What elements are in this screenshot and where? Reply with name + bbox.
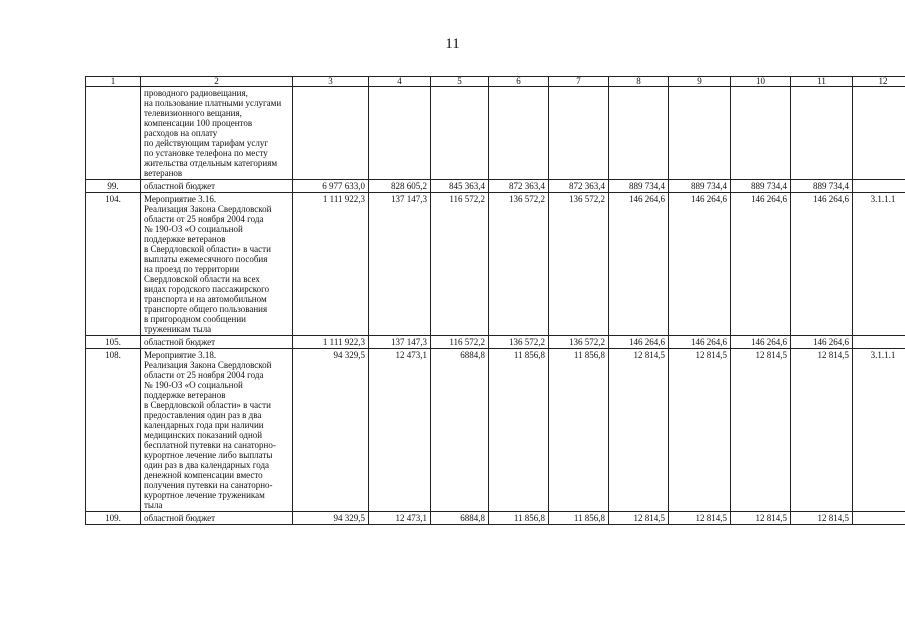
description-line: областной бюджет bbox=[144, 181, 216, 191]
description-line: компенсации 100 процентов bbox=[144, 118, 253, 128]
description-line: в пригородном сообщении bbox=[144, 314, 246, 324]
value-cell bbox=[293, 87, 369, 180]
value-cell: 1 111 922,3 bbox=[293, 193, 369, 336]
column-header: 4 bbox=[369, 77, 431, 87]
description-line: областной бюджет bbox=[144, 337, 216, 347]
value-cell: 12 473,1 bbox=[369, 349, 431, 512]
row-description bbox=[141, 349, 293, 512]
description-line: на проезд по территории bbox=[144, 264, 240, 274]
value-cell: 146 264,6 bbox=[791, 193, 853, 336]
value-cell: 12 814,5 bbox=[609, 349, 669, 512]
column-header: 5 bbox=[431, 77, 489, 87]
description-line: поддержке ветеранов bbox=[144, 390, 226, 400]
value-cell: 872 363,4 bbox=[549, 180, 609, 193]
value-cell: 146 264,6 bbox=[731, 193, 791, 336]
value-cell: 11 856,8 bbox=[489, 512, 549, 525]
value-cell: 889 734,4 bbox=[791, 180, 853, 193]
description-line: получения путевки на санаторно- bbox=[144, 480, 273, 490]
value-cell: 12 814,5 bbox=[609, 512, 669, 525]
value-cell bbox=[489, 87, 549, 180]
column-header: 11 bbox=[791, 77, 853, 87]
value-cell: 12 473,1 bbox=[369, 512, 431, 525]
description-line: по действующим тарифам услуг bbox=[144, 138, 269, 148]
column-header: 10 bbox=[731, 77, 791, 87]
description-line: Мероприятие 3.18. bbox=[144, 350, 217, 360]
value-cell: 146 264,6 bbox=[669, 193, 731, 336]
description-line: календарных года при наличии bbox=[144, 420, 264, 430]
description-line: областной бюджет bbox=[144, 513, 216, 523]
value-cell: 12 814,5 bbox=[791, 349, 853, 512]
table-row bbox=[86, 180, 905, 193]
column-header: 12 bbox=[853, 77, 905, 87]
column-header: 8 bbox=[609, 77, 669, 87]
row-number: 99. bbox=[86, 180, 141, 193]
description-line: поддержке ветеранов bbox=[144, 234, 226, 244]
value-cell: 146 264,6 bbox=[669, 336, 731, 349]
value-cell bbox=[431, 87, 489, 180]
value-cell: 146 264,6 bbox=[609, 336, 669, 349]
value-cell: 11 856,8 bbox=[549, 349, 609, 512]
value-cell: 136 572,2 bbox=[549, 193, 609, 336]
value-cell bbox=[369, 87, 431, 180]
value-cell: 12 814,5 bbox=[669, 512, 731, 525]
goal-code: 3.1.1.1 bbox=[853, 193, 905, 336]
row-number: 104. bbox=[86, 193, 141, 336]
value-cell: 845 363,4 bbox=[431, 180, 489, 193]
value-cell: 889 734,4 bbox=[609, 180, 669, 193]
table-row bbox=[86, 349, 905, 512]
value-cell: 146 264,6 bbox=[731, 336, 791, 349]
page-number: 11 bbox=[445, 36, 460, 52]
description-line: один раз в два календарных года bbox=[144, 460, 270, 470]
row-description bbox=[141, 336, 293, 349]
column-header: 7 bbox=[549, 77, 609, 87]
row-description bbox=[141, 193, 293, 336]
table-row bbox=[86, 512, 905, 525]
table-row bbox=[86, 336, 905, 349]
description-line: бесплатной путевки на санаторно- bbox=[144, 440, 276, 450]
value-cell: 12 814,5 bbox=[731, 349, 791, 512]
value-cell: 137 147,3 bbox=[369, 336, 431, 349]
value-cell: 136 572,2 bbox=[549, 336, 609, 349]
row-number: 105. bbox=[86, 336, 141, 349]
value-cell bbox=[731, 87, 791, 180]
row-description bbox=[141, 87, 293, 180]
value-cell: 116 572,2 bbox=[431, 336, 489, 349]
description-line: труженикам тыла bbox=[144, 324, 212, 334]
description-line: денежной компенсации вместо bbox=[144, 470, 263, 480]
budget-table bbox=[85, 76, 905, 525]
description-line: области от 25 ноября 2004 года bbox=[144, 214, 264, 224]
row-number bbox=[86, 87, 141, 180]
value-cell: 94 329,5 bbox=[293, 512, 369, 525]
description-line: выплаты ежемесячного пособия bbox=[144, 254, 268, 264]
value-cell: 11 856,8 bbox=[549, 512, 609, 525]
row-description bbox=[141, 512, 293, 525]
value-cell: 136 572,2 bbox=[489, 193, 549, 336]
value-cell: 1 111 922,3 bbox=[293, 336, 369, 349]
description-line: транспорте общего пользования bbox=[144, 304, 268, 314]
value-cell: 146 264,6 bbox=[609, 193, 669, 336]
description-line: курортное лечение труженикам bbox=[144, 490, 265, 500]
value-cell: 828 605,2 bbox=[369, 180, 431, 193]
row-number: 109. bbox=[86, 512, 141, 525]
description-line: медицинских показаний одной bbox=[144, 430, 263, 440]
description-line: транспорта и на автомобильном bbox=[144, 294, 267, 304]
description-line: в Свердловской области» в части bbox=[144, 400, 271, 410]
column-header: 9 bbox=[669, 77, 731, 87]
table-row bbox=[86, 193, 905, 336]
table-header-row bbox=[86, 77, 905, 87]
description-line: курортное лечение либо выплаты bbox=[144, 450, 273, 460]
row-number: 108. bbox=[86, 349, 141, 512]
description-line: телевизионного вещания, bbox=[144, 108, 242, 118]
value-cell: 11 856,8 bbox=[489, 349, 549, 512]
value-cell: 6884,8 bbox=[431, 512, 489, 525]
description-line: по установке телефона по месту bbox=[144, 148, 268, 158]
value-cell bbox=[791, 87, 853, 180]
description-line: Реализация Закона Свердловской bbox=[144, 204, 272, 214]
column-header: 1 bbox=[86, 77, 141, 87]
goal-code bbox=[853, 512, 905, 525]
description-line: области от 25 ноября 2004 года bbox=[144, 370, 264, 380]
goal-code bbox=[853, 87, 905, 180]
description-line: Мероприятие 3.16. bbox=[144, 194, 217, 204]
description-line: № 190-ОЗ «О социальной bbox=[144, 380, 243, 390]
description-line: в Свердловской области» в части bbox=[144, 244, 271, 254]
value-cell: 889 734,4 bbox=[669, 180, 731, 193]
value-cell: 94 329,5 bbox=[293, 349, 369, 512]
value-cell: 136 572,2 bbox=[489, 336, 549, 349]
column-header: 6 bbox=[489, 77, 549, 87]
description-line: на пользование платными услугами bbox=[144, 98, 282, 108]
description-line: расходов на оплату bbox=[144, 128, 218, 138]
description-line: предоставления один раз в два bbox=[144, 410, 262, 420]
value-cell: 12 814,5 bbox=[669, 349, 731, 512]
value-cell: 12 814,5 bbox=[731, 512, 791, 525]
goal-code: 3.1.1.1 bbox=[853, 349, 905, 512]
description-line: ветеранов bbox=[144, 168, 183, 178]
description-line: проводного радиовещания, bbox=[144, 88, 248, 98]
row-description bbox=[141, 180, 293, 193]
description-line: Реализация Закона Свердловской bbox=[144, 360, 272, 370]
value-cell: 872 363,4 bbox=[489, 180, 549, 193]
value-cell bbox=[609, 87, 669, 180]
value-cell: 6 977 633,0 bbox=[293, 180, 369, 193]
value-cell: 889 734,4 bbox=[731, 180, 791, 193]
description-line: Свердловской области на всех bbox=[144, 274, 260, 284]
table-row bbox=[86, 87, 905, 180]
value-cell: 116 572,2 bbox=[431, 193, 489, 336]
description-line: тыла bbox=[144, 500, 163, 510]
description-line: видах городского пассажирского bbox=[144, 284, 270, 294]
value-cell: 6884,8 bbox=[431, 349, 489, 512]
value-cell: 146 264,6 bbox=[791, 336, 853, 349]
value-cell bbox=[669, 87, 731, 180]
goal-code bbox=[853, 336, 905, 349]
value-cell: 12 814,5 bbox=[791, 512, 853, 525]
column-header: 3 bbox=[293, 77, 369, 87]
goal-code bbox=[853, 180, 905, 193]
value-cell: 137 147,3 bbox=[369, 193, 431, 336]
description-line: жительства отдельным категориям bbox=[144, 158, 278, 168]
value-cell bbox=[549, 87, 609, 180]
description-line: № 190-ОЗ «О социальной bbox=[144, 224, 243, 234]
column-header: 2 bbox=[141, 77, 293, 87]
